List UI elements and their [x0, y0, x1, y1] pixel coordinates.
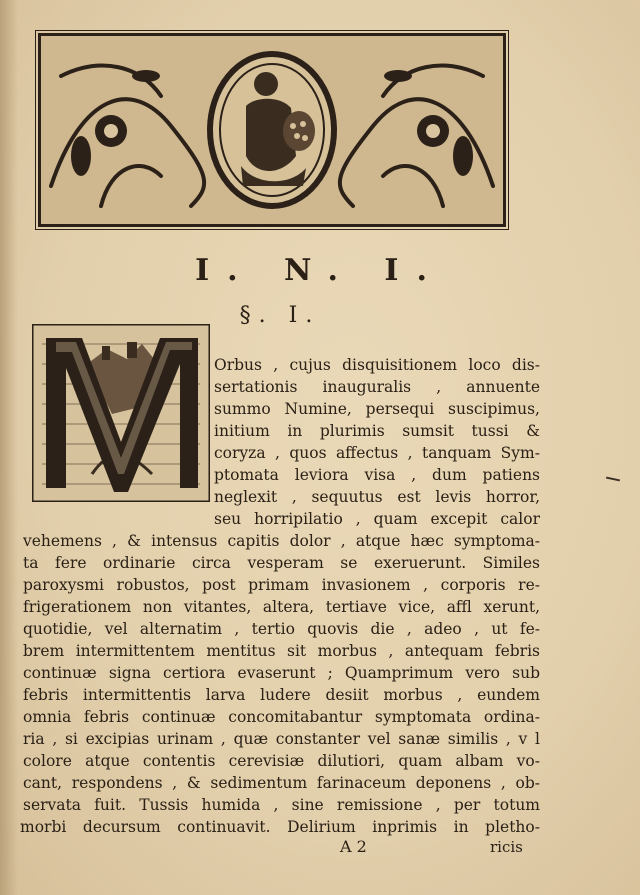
text-line: brem intermittentem mentitus sit morbus , antequam febris — [23, 642, 540, 660]
text-line: sertationis inauguralis , annuente — [214, 378, 540, 396]
text-line: continuæ signa certiora evaserunt ; Quamprimum vero sub — [23, 664, 540, 682]
text-line: summo Numine, persequi suscipimus, — [214, 400, 540, 418]
text-line: Orbus , cujus disquisitionem loco dis- — [214, 356, 540, 374]
text-line: quotidie, vel alternatim , tertio quovis die , adeo , ut fe- — [23, 620, 540, 638]
signature-mark: A 2 — [340, 837, 367, 856]
decorated-initial-m — [32, 324, 210, 502]
initial-letter-m-icon — [32, 324, 210, 502]
section-number: §. I. — [239, 303, 321, 328]
text-line: morbi decursum continuavit. Delirium inprimis in pletho- — [20, 818, 540, 836]
text-line: vehemens , & intensus capitis dolor , atque hæc symptoma- — [23, 532, 540, 550]
text-line: servata fuit. Tussis humida , sine remissione , per totum — [23, 796, 540, 814]
text-line: paroxysmi robustos, post primam invasionem , corporis re- — [23, 576, 540, 594]
page-gutter-shadow — [0, 0, 18, 895]
text-line: ria , si excipias urinam , quæ constanter vel sanæ similis , v l — [23, 730, 540, 748]
page-heading: I. N. I. — [195, 253, 445, 288]
text-line: omnia febris continuæ concomitabantur symptomata ordina- — [23, 708, 540, 726]
text-line: ta fere ordinarie circa vesperam se exeruerunt. Similes — [23, 554, 540, 572]
text-line: neglexit , sequutus est levis horror, — [214, 488, 540, 506]
text-line: frigerationem non vitantes, altera, tertiave vice, affl xerunt, — [23, 598, 540, 616]
text-line: seu horripilatio , quam excepit calor — [214, 510, 540, 528]
catchword: ricis — [490, 838, 523, 856]
ink-speck — [606, 477, 620, 482]
headpiece-ornament-icon — [41, 36, 503, 224]
text-line: ptomata leviora visa , dum patiens — [214, 466, 540, 484]
text-line: cant, respondens , & sedimentum farinaceum deponens , ob- — [23, 774, 540, 792]
text-line: coryza , quos affectus , tanquam Sym- — [214, 444, 540, 462]
text-line: colore atque contentis cerevisiæ dilutiori, quam albam vo- — [23, 752, 540, 770]
woodcut-headpiece — [38, 33, 506, 227]
text-line: febris intermittentis larva ludere desiit morbus , eundem — [23, 686, 540, 704]
text-line: initium in plurimis sumsit tussi & — [214, 422, 540, 440]
